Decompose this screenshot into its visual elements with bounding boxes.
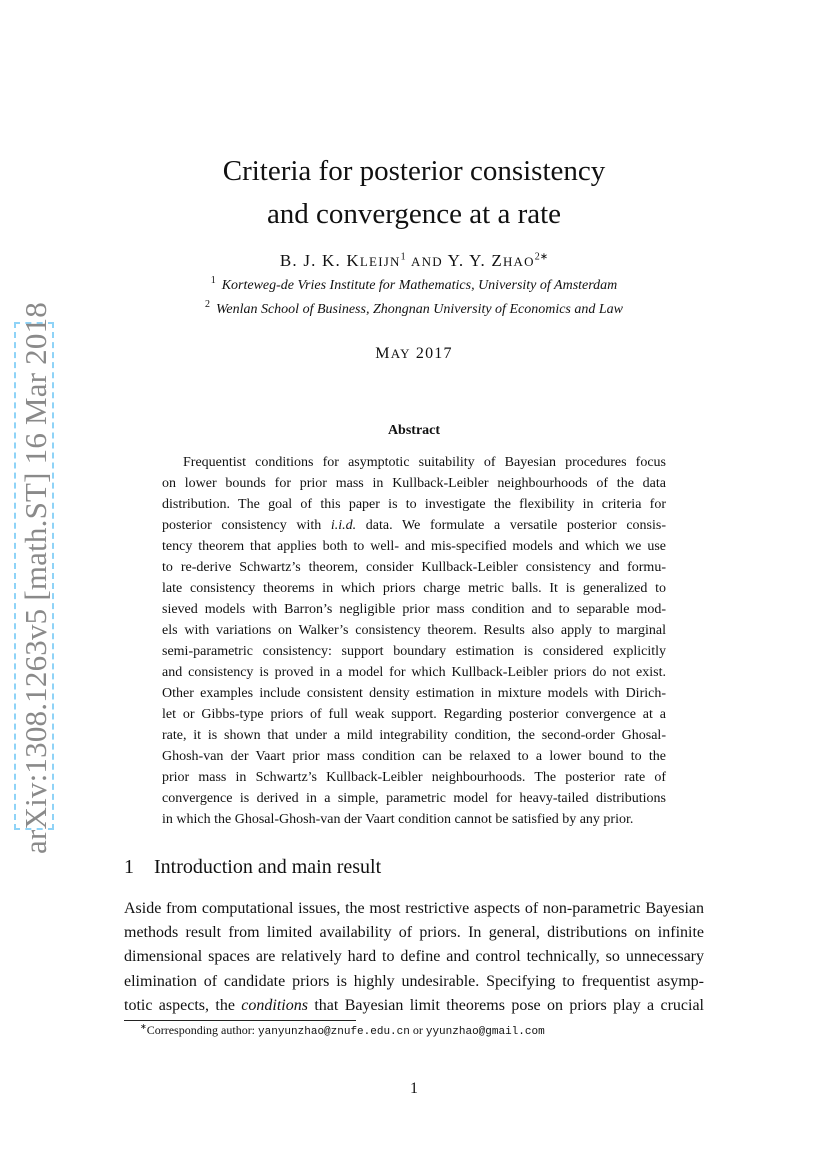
abstract-line: Other examples include consistent density estimation in mixture models with Dirich- bbox=[162, 686, 666, 701]
section-heading bbox=[124, 856, 381, 879]
body-text bbox=[124, 897, 704, 1018]
author-1: B. J. K. KLEIJN$^1$ bbox=[279, 251, 406, 270]
abstract-line: sieved models with Barron’s negligible prior mass condition and to separable mod- bbox=[162, 602, 666, 617]
body-line: elimination of candidate priors is highly undesirable. Specifying to frequentist asymp- bbox=[124, 972, 704, 990]
abstract-line: tency theorem that applies both to well- and mis-specified models and which we use bbox=[162, 539, 666, 554]
section-number: 1 bbox=[124, 856, 134, 878]
abstract-line: els with variations on Walker’s consistency theorem. Results also apply to marginal bbox=[162, 623, 666, 638]
abstract-line: convergence is derived in a simple, parametric model for heavy-tailed distributions bbox=[162, 791, 666, 806]
abstract-line: in which the Ghosal-Ghosh-van der Vaart condition cannot be satisfied by any prior. bbox=[162, 812, 634, 827]
body-line: totic aspects, the conditions that Bayesian limit theorems pose on priors play a crucial bbox=[124, 996, 705, 1014]
email-link-2[interactable]: yyunzhao@gmail.com bbox=[425, 1026, 545, 1038]
abstract-line: on lower bounds for prior mass in Kullback-Leibler neighbourhoods of the data bbox=[162, 476, 666, 491]
abstract-line: Ghosh-van der Vaart prior mass condition can be relaxed to a lower bound to the bbox=[162, 749, 666, 764]
arxiv-stamp bbox=[14, 302, 54, 854]
abstract-line: posterior consistency with i.i.d. data. We formulate a versatile posterior consis- bbox=[162, 518, 666, 533]
abstract-line: prior mass in Schwartz’s Kullback-Leibler neighbourhoods. The posterior rate of bbox=[162, 770, 666, 785]
abstract-line: semi-parametric consistency: support boundary estimation is considered explicitly bbox=[162, 644, 666, 659]
arxiv-identifier: arXiv:1308.1263v5 [math.ST] 16 Mar 2018 bbox=[18, 302, 53, 854]
body-line: methods result from limited availability of priors. In general, distributions on infinite bbox=[124, 924, 704, 942]
abstract-line: let or Gibbs-type priors of full weak support. Regarding posterior convergence at a bbox=[162, 707, 666, 722]
section-title: Introduction and main result bbox=[154, 856, 382, 878]
author-2-affil-mark: 2∗ bbox=[534, 251, 549, 263]
footnote-mark: ∗ bbox=[140, 1022, 147, 1031]
abstract-line: distribution. The goal of this paper is to investigate the flexibility in criteria for bbox=[162, 497, 666, 512]
abstract-line: Frequentist conditions for asymptotic suitability of Bayesian procedures focus bbox=[183, 455, 666, 470]
abstract-line: to re-derive Schwartz’s theorem, consider Kullback-Leibler consistency and formu- bbox=[162, 560, 666, 575]
author-2: Y. Y. $ZHAO^{2∗}$ bbox=[447, 251, 549, 270]
affiliation-1: $^1$ Korteweg-de Vries Institute for Mathematics, University of Amsterdam bbox=[210, 275, 618, 293]
body-line: Aside from computational issues, the most restrictive aspects of non-parametric Bayesian bbox=[124, 900, 704, 917]
abstract-line: late consistency theorems in which priors charge metric balls. It is generalized to bbox=[162, 581, 666, 596]
affiliation-2: $^2$ Wenlan School of Business, Zhongnan University of Economics and Law bbox=[204, 299, 624, 317]
paper-title bbox=[0, 150, 828, 236]
abstract-text bbox=[162, 452, 666, 830]
author-1-affil-mark: 1 bbox=[400, 251, 406, 263]
footnote-rule bbox=[124, 1020, 356, 1021]
title-line-1: Criteria for posterior consistency bbox=[222, 155, 606, 187]
paper-date: MAY 2017 bbox=[375, 345, 453, 362]
footnote: ∗Corresponding author: yanyunzhao@znufe.edu.cn or yyunzhao@gmail.com bbox=[140, 1022, 545, 1038]
email-link-1[interactable]: yanyunzhao@znufe.edu.cn bbox=[258, 1026, 410, 1038]
abstract-line: rate, it is shown that under a mild integrability condition, the second-order Ghosal- bbox=[162, 728, 666, 743]
abstract-line: and consistency is proved in a model for which Kullback-Leibler priors do not exist. bbox=[162, 665, 666, 680]
author-conjunction: AND bbox=[411, 254, 443, 269]
author-list bbox=[0, 251, 828, 271]
title-line-2: and convergence at a rate bbox=[266, 198, 562, 230]
abstract-heading: Abstract bbox=[387, 423, 441, 438]
body-line: dimensional spaces are relatively hard to define and control technically, so unnecessary bbox=[124, 948, 704, 966]
page-number: 1 bbox=[410, 1080, 418, 1097]
